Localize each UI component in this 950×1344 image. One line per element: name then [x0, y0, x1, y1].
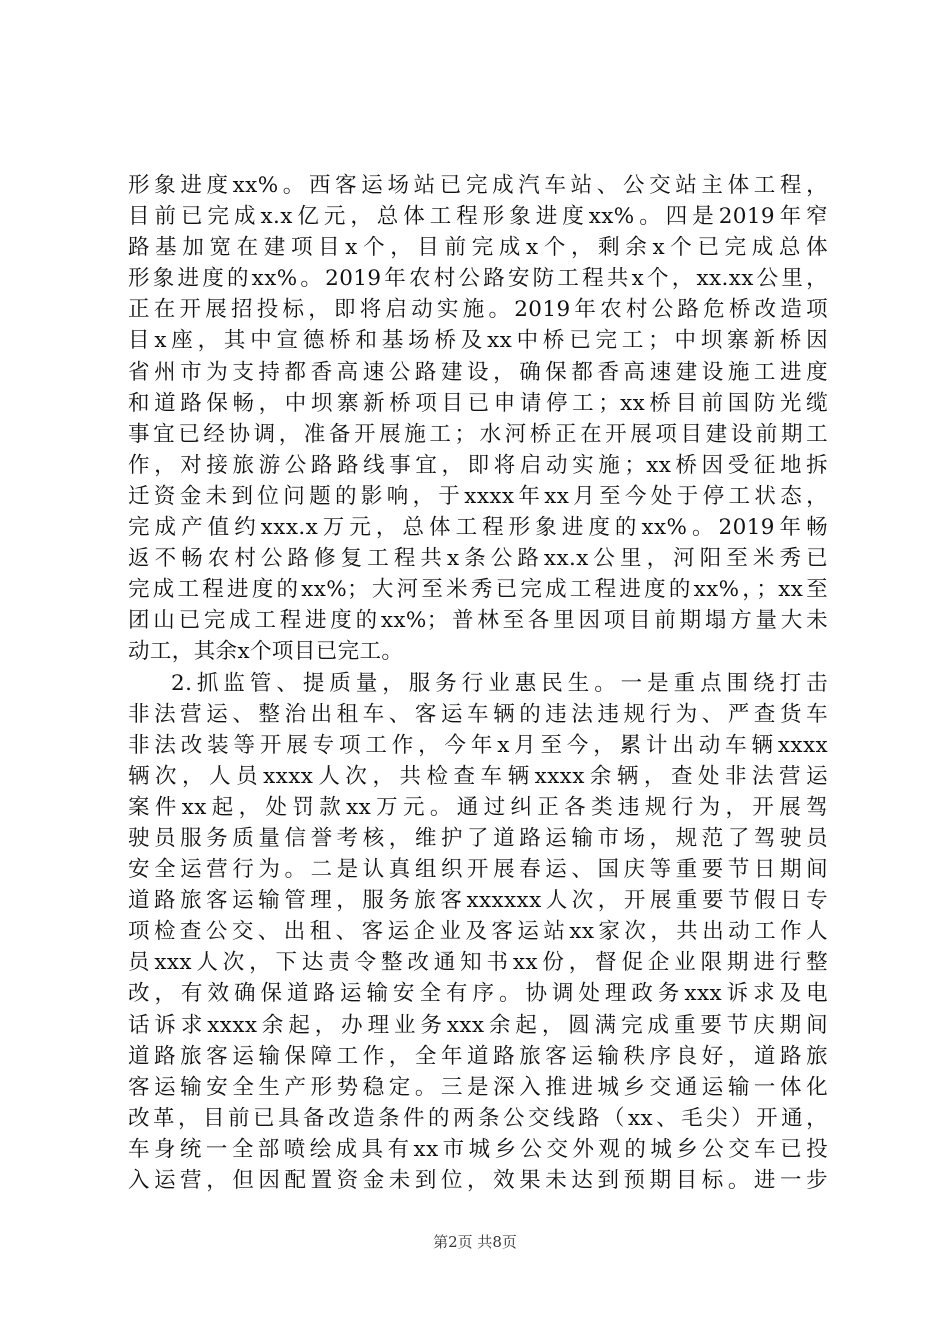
text-line: 客运输安全生产形势稳定。三是深入推进城乡交通运输一体化: [128, 1074, 828, 1100]
text-line: 目前已完成x.x亿元，总体工程形象进度xx%。四是2019年窄: [128, 204, 828, 230]
text-line: 安全运营行为。二是认真组织开展春运、国庆等重要节日期间: [128, 857, 828, 883]
text-line: 入运营，但因配置资金未到位，效果未达到预期目标。进一步: [128, 1168, 828, 1193]
paragraph-end-line: 动工，其余x个项目已完工。: [128, 639, 404, 665]
text-line: 改革，目前已具备改造条件的两条公交线路（xx、毛尖）开通，: [128, 1105, 828, 1131]
text-line: 非法营运、整治出租车、客运车辆的违法违规行为、严查货车: [128, 701, 828, 727]
document-body: [128, 170, 828, 1196]
text-line: 话诉求xxxx余起，办理业务xxx余起，圆满完成重要节庆期间: [128, 1012, 828, 1038]
text-line: 迁资金未到位问题的影响，于xxxx年xx月至今处于停工状态，: [128, 483, 828, 509]
text-line: 作，对接旅游公路路线事宜，即将启动实施；xx桥因受征地拆: [128, 452, 828, 478]
text-line: 完成产值约xxx.x万元，总体工程形象进度的xx%。2019年畅: [128, 515, 828, 541]
text-line: 省州市为支持都香高速公路建设，确保都香高速建设施工进度: [128, 359, 828, 385]
text-line: 目x座，其中宣德桥和基场桥及xx中桥已完工；中坝寨新桥因: [128, 328, 828, 354]
text-line: 道路旅客运输管理，服务旅客xxxxxx人次，开展重要节假日专: [128, 888, 828, 914]
text-line: 返不畅农村公路修复工程共x条公路xx.x公里，河阳至米秀已: [128, 546, 828, 572]
text-line: 道路旅客运输保障工作，全年道路旅客运输秩序良好，道路旅: [128, 1043, 828, 1069]
text-line: 驶员服务质量信誉考核，维护了道路运输市场，规范了驾驶员: [128, 825, 828, 851]
text-line: 和道路保畅，中坝寨新桥项目已申请停工；xx桥目前国防光缆: [128, 390, 828, 416]
text-line: 形象进度的xx%。2019年农村公路安防工程共x个，xx.xx公里，: [128, 266, 828, 292]
paragraph-start-line: 2.抓监管、提质量，服务行业惠民生。一是重点围绕打击: [171, 670, 828, 696]
text-line: 形象进度xx%。西客运场站已完成汽车站、公交站主体工程，: [128, 173, 828, 198]
text-line: 案件xx起，处罚款xx万元。通过纠正各类违规行为，开展驾: [128, 794, 828, 820]
text-line: 正在开展招投标，即将启动实施。2019年农村公路危桥改造项: [128, 297, 828, 323]
text-line: 员xxx人次，下达责令整改通知书xx份，督促企业限期进行整: [128, 950, 828, 976]
page-number-footer: 第2页 共8页: [433, 1233, 517, 1251]
text-line: 辆次，人员xxxx人次，共检查车辆xxxx余辆，查处非法营运: [128, 763, 828, 789]
text-line: 项检查公交、出租、客运企业及客运站xx家次，共出动工作人: [128, 919, 828, 945]
text-line: 事宜已经协调，准备开展施工；水河桥正在开展项目建设前期工: [128, 421, 828, 447]
text-line: 完成工程进度的xx%；大河至米秀已完成工程进度的xx%，；xx至: [128, 577, 828, 603]
text-line: 非法改装等开展专项工作，今年x月至今，累计出动车辆xxxx: [128, 732, 828, 758]
text-line: 改，有效确保道路运输安全有序。协调处理政务xxx诉求及电: [128, 981, 828, 1007]
text-line: 车身统一全部喷绘成具有xx市城乡公交外观的城乡公交车已投: [128, 1136, 828, 1162]
text-line: 路基加宽在建项目x个，目前完成x个，剩余x个已完成总体: [128, 235, 828, 261]
text-line: 团山已完成工程进度的xx%；普林至各里因项目前期塌方量大未: [128, 608, 828, 634]
